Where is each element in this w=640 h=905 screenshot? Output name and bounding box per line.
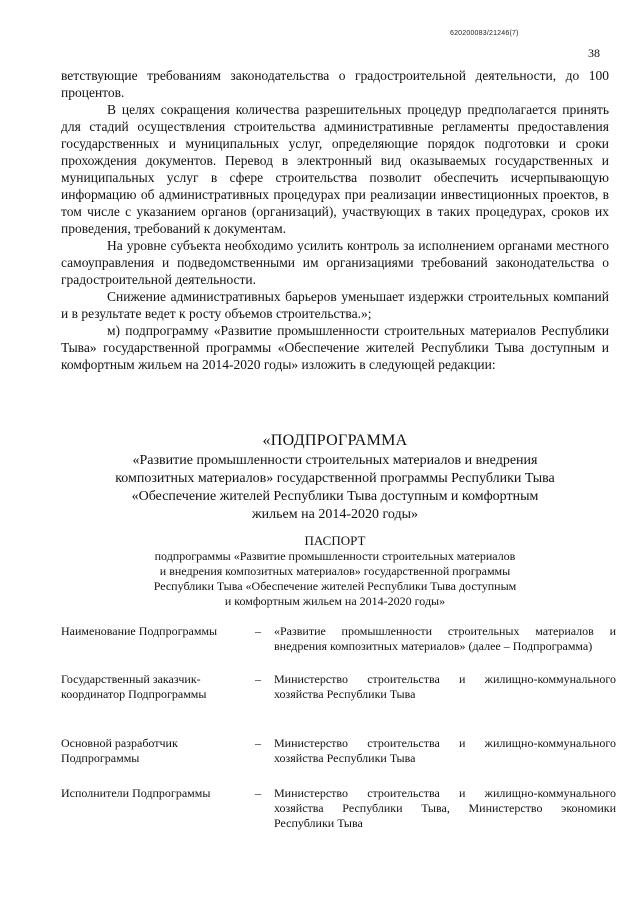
passport-row — [61, 786, 616, 831]
passport-subtitle-line: подпрограммы «Развитие промышленности строительных материалов — [154, 549, 516, 563]
subprogram-title-line: жильем на 2014-2020 годы» — [252, 507, 418, 522]
passport-row-value: Министерство строительства и жилищно-коммунального хозяйства Республики Тыва — [274, 672, 616, 701]
subprogram-title-block — [61, 430, 609, 524]
passport-row — [61, 672, 616, 702]
passport-heading: ПАСПОРТ — [304, 533, 366, 548]
paragraph-1: ветствующие требованиям законодательства о градостроительной деятельности, до 100 процентов. — [61, 68, 609, 100]
passport-subtitle-line: и комфортным жильем на 2014-2020 годы» — [224, 594, 446, 608]
paragraph-3: На уровне субъекта необходимо усилить контроль за исполнением органами местного самоуправления и подведомственными им организациями требований законодательства о градостроительной деятельности. — [61, 238, 609, 287]
passport-subtitle-line: и внедрения композитных материалов» государственной программы — [159, 564, 511, 578]
subprogram-title-line: композитных материалов» государственной программы Республики Тыва — [115, 471, 555, 486]
paragraph-4: Снижение административных барьеров уменьшает издержки строительных компаний и в результате ведет к росту объемов строительства.»; — [61, 289, 609, 321]
body-text — [61, 67, 609, 373]
document-id: 620200083/21246(7) — [450, 30, 519, 37]
passport-row-dash: – — [255, 786, 261, 800]
paragraph-2: В целях сокращения количества разрешительных процедур предполагается принять для стадий осуществления строительства административные регламенты предоставления государственных и муниципальных услуг, определяющие порядок подготовки и сроки прохождения документов. Перевод в электронный вид оказываемых государственных и муниципальных услуг в сфере строительства позволит обеспечить исчерпывающую информацию об административных процедурах при реализации инвестиционных проектов, в том числе с указанием органов (организаций), участвующих в таких процедурах, сроков их проведения, требований к документам. — [61, 102, 609, 236]
paragraph-5: м) подпрограмму «Развитие промышленности строительных материалов Республики Тыва» государственной программы «Обеспечение жителей Республики Тыва доступным и комфортным жильем на 2014-2020 годы» изложить в следующей редакции: — [61, 323, 609, 372]
passport-row-value: Министерство строительства и жилищно-коммунального хозяйства Республики Тыва — [274, 736, 616, 765]
page-number: 38 — [588, 46, 600, 60]
passport-row-dash: – — [255, 736, 261, 750]
subprogram-heading: «ПОДПРОГРАММА — [262, 432, 408, 449]
passport-row — [61, 736, 616, 766]
passport-title-block — [61, 532, 609, 609]
passport-row-label: Наименование Подпрограммы — [61, 624, 218, 638]
subprogram-title-line: «Развитие промышленности строительных материалов и внедрения — [132, 453, 538, 468]
passport-row-label: Исполнители Подпрограммы — [61, 786, 211, 800]
passport-row-label: Государственный заказчик-координатор Подпрограммы — [61, 672, 207, 701]
passport-subtitle-line: Республики Тыва «Обеспечение жителей Республики Тыва доступным — [153, 579, 517, 593]
passport-row — [61, 624, 616, 654]
passport-row-value: «Развитие промышленности строительных материалов и внедрения композитных материалов» (далее – Подпрограмма) — [274, 624, 616, 653]
passport-row-label: Основной разработчик Подпрограммы — [61, 736, 178, 765]
passport-row-value: Министерство строительства и жилищно-коммунального хозяйства Республики Тыва, Министерство экономики Республики Тыва — [274, 786, 616, 830]
passport-row-dash: – — [255, 624, 261, 638]
passport-row-dash: – — [255, 672, 261, 686]
passport-table — [61, 624, 616, 831]
subprogram-title-line: «Обеспечение жителей Республики Тыва доступным и комфортным — [131, 489, 539, 504]
